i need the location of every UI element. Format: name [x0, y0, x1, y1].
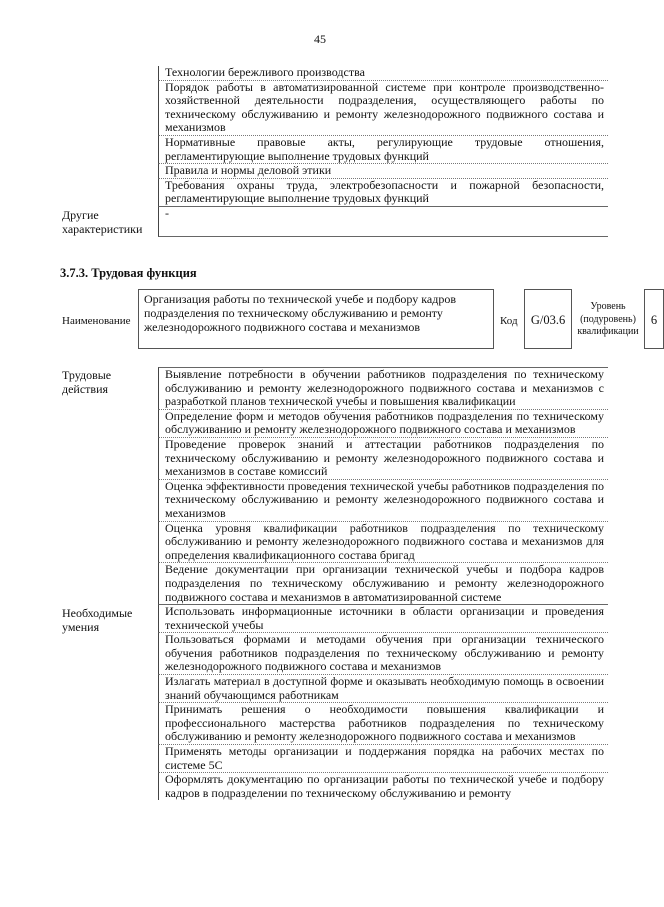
knowledge-cells — [158, 66, 608, 207]
labor-action-cell: Оценка эффективности проведения технической учебы работников подразделения по техническому обслуживанию и ремонту железнодорожного подвижного состава и механизмов — [158, 480, 608, 522]
skill-cell: Использовать информационные источники в области организации и проведения технической учебы — [158, 605, 608, 633]
labor-action-cell: Определение форм и методов обучения работников подразделения по техническому обслуживанию и ремонту железнодорожного подвижного состава и механизмов — [158, 410, 608, 438]
labor-action-cell: Выявление потребности в обучении работников подразделения по техническому обслуживанию и ремонту железнодорожного подвижного состава и механизмов с разработкой планов технической учебы и повышения квалификации — [158, 367, 608, 410]
labor-action-cell: Оценка уровня квалификации работников подразделения по техническому обслуживанию и ремонту железнодорожного подвижного состава и механизмов для определения квалификационного состава бригад — [158, 522, 608, 564]
function-details-table — [60, 367, 608, 800]
skill-cell: Пользоваться формами и методами обучения при организации технического обучения работников подразделения по техническому обслуживанию и ремонту железнодорожного подвижного состава и механизмов — [158, 633, 608, 675]
page-number: 45 — [314, 32, 326, 46]
labor-action-cell: Ведение документации при организации технической учебы и подбора кадров подразделения по техническому обслуживанию и ремонту железнодорожного подвижного состава и механизмов в автоматизированной системе — [158, 563, 608, 605]
skills-row — [60, 605, 608, 800]
knowledge-table — [60, 66, 608, 237]
knowledge-label — [60, 66, 158, 207]
knowledge-cell: Требования охраны труда, электробезопасности и пожарной безопасности, регламентирующие выполнение трудовых функций — [158, 179, 608, 207]
skill-cell: Применять методы организации и поддержания порядка на рабочих местах по системе 5С — [158, 745, 608, 773]
code-label: Код — [500, 315, 518, 327]
knowledge-cell: Нормативные правовые акты, регулирующие трудовые отношения, регламентирующие выполнение трудовых функций — [158, 136, 608, 164]
labor-actions-label: Трудовые действия — [62, 368, 112, 396]
name-label: Наименование — [62, 315, 131, 327]
function-header — [60, 289, 658, 349]
other-characteristics-label: Другие характеристики — [62, 207, 143, 236]
knowledge-cell: Технологии бережливого производства — [158, 66, 608, 81]
labor-action-cell: Проведение проверок знаний и аттестации работников подразделения по техническому обслуживанию и ремонту железнодорожного подвижного состава и механизмов в составе комиссий — [158, 438, 608, 480]
function-code: G/03.6 — [524, 289, 572, 349]
section-heading: 3.7.3. Трудовая функция — [60, 266, 197, 280]
qualification-level-label: Уровень (подуровень) квалификации — [577, 301, 639, 337]
knowledge-cell: Правила и нормы деловой этики — [158, 164, 608, 179]
other-characteristics-row — [60, 207, 608, 237]
knowledge-row — [60, 66, 608, 207]
other-characteristics-value: - — [158, 207, 608, 237]
skills-label: Необходимые умения — [62, 606, 133, 635]
skill-cell: Оформлять документацию по организации работы по технической учебе и подбору кадров в подразделении по техническому обслуживанию и ремонту — [158, 773, 608, 800]
labor-actions-row — [60, 367, 608, 605]
qualification-level-value: 6 — [644, 289, 664, 349]
knowledge-cell: Порядок работы в автоматизированной системе при контроле производственно-хозяйственной деятельности подразделения, осуществляющего работы по техническому обслуживанию и ремонту железнодорожного подвижного состава и механизмов — [158, 81, 608, 136]
skill-cell: Излагать материал в доступной форме и оказывать необходимую помощь в освоении знаний обучающимся работникам — [158, 675, 608, 703]
skill-cell: Принимать решения о необходимости повышения квалификации и профессионального мастерства работников подразделения по техническому обслуживанию и ремонту железнодорожного подвижного состава и механизмов — [158, 703, 608, 745]
function-name: Организация работы по технической учебе и подбору кадров подразделения по техническому обслуживанию и ремонту железнодорожного подвижного состава и механизмов — [138, 289, 494, 349]
